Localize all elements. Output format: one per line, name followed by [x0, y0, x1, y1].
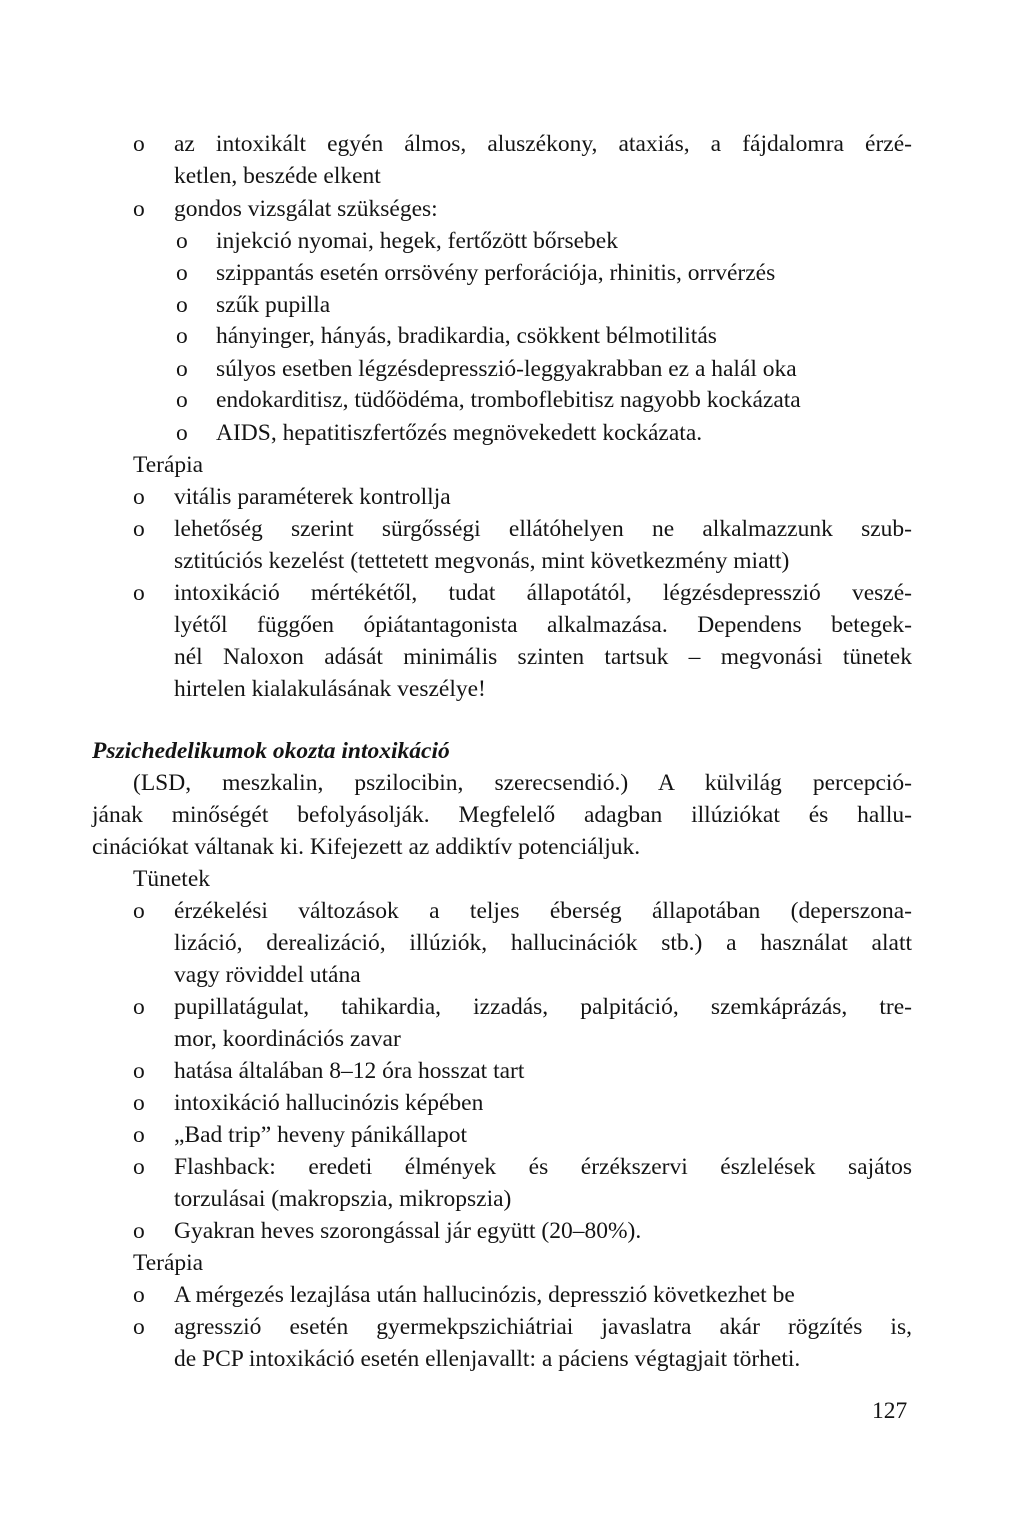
bullet-marker: o	[133, 1154, 145, 1180]
sub-bullet-marker: o	[176, 292, 188, 318]
list-item-text: nél Naloxon adását minimális szinten tartsuk – megvonási tünetek	[174, 644, 912, 670]
list-item-text: pupillatágulat, tahikardia, izzadás, palpitáció, szemkáprázás, tre-	[174, 994, 912, 1020]
bullet-marker: o	[133, 1282, 145, 1308]
bullet-marker: o	[133, 1058, 145, 1084]
section-label-symptoms: Tünetek	[133, 866, 210, 892]
list-item-text: érzékelési változások a teljes éberség állapotában (deperszona-	[174, 898, 912, 924]
bullet-marker: o	[133, 484, 145, 510]
sub-list-item-text: injekció nyomai, hegek, fertőzött bőrsebek	[216, 228, 618, 254]
list-item-text: lehetőség szerint sürgősségi ellátóhelyen ne alkalmazzunk szub-	[174, 516, 912, 542]
sub-list-item-text: AIDS, hepatitiszfertőzés megnövekedett kockázata.	[216, 420, 703, 446]
sub-bullet-marker: o	[176, 260, 188, 286]
page-number: 127	[872, 1398, 908, 1424]
bullet-marker: o	[133, 1090, 145, 1116]
list-item-text: Flashback: eredeti élmények és érzékszervi észlelések sajátos	[174, 1154, 912, 1180]
bullet-marker: o	[133, 196, 145, 222]
sub-list-item-text: szűk pupilla	[216, 292, 331, 318]
list-item-text: gondos vizsgálat szükséges:	[174, 196, 438, 222]
list-item-text: lizáció, derealizáció, illúziók, hallucinációk stb.) a használat alatt	[174, 930, 912, 956]
list-item-text: de PCP intoxikáció esetén ellenjavallt: a páciens végtagjait törheti.	[174, 1346, 801, 1372]
list-item-text: „Bad trip” heveny pánikállapot	[174, 1122, 467, 1148]
list-item-text: mor, koordinációs zavar	[174, 1026, 401, 1052]
list-item-text: agresszió esetén gyermekpszichiátriai javaslatra akár rögzítés is,	[174, 1314, 912, 1340]
list-item-text: hatása általában 8–12 óra hosszat tart	[174, 1058, 525, 1084]
list-item-text: A mérgezés lezajlása után hallucinózis, depresszió következhet be	[174, 1282, 795, 1308]
sub-list-item-text: súlyos esetben légzésdepresszió-leggyakrabban ez a halál oka	[216, 356, 797, 382]
sub-bullet-marker: o	[176, 323, 188, 349]
bullet-marker: o	[133, 580, 145, 606]
bullet-marker: o	[133, 994, 145, 1020]
bullet-marker: o	[133, 1314, 145, 1340]
sub-list-item-text: hányinger, hányás, bradikardia, csökkent bélmotilitás	[216, 323, 717, 349]
list-item-text: vitális paraméterek kontrollja	[174, 484, 451, 510]
list-item-text: az intoxikált egyén álmos, aluszékony, ataxiás, a fájdalomra érzé-	[174, 131, 912, 157]
list-item-text: lyétől függően ópiátantagonista alkalmazása. Dependens betegek-	[174, 612, 912, 638]
sub-bullet-marker: o	[176, 387, 188, 413]
list-item-text: Gyakran heves szorongással jár együtt (20–80%).	[174, 1218, 642, 1244]
list-item-text: hirtelen kialakulásának veszélye!	[174, 676, 486, 702]
bullet-marker: o	[133, 898, 145, 924]
list-item-text: intoxikáció hallucinózis képében	[174, 1090, 484, 1116]
list-item-text: intoxikáció mértékétől, tudat állapotától, légzésdepresszió veszé-	[174, 580, 912, 606]
list-item-text: torzulásai (makropszia, mikropszia)	[174, 1186, 512, 1212]
paragraph-line: cinációkat váltanak ki. Kifejezett az addiktív potenciáljuk.	[92, 834, 641, 860]
sub-bullet-marker: o	[176, 420, 188, 446]
paragraph-line: jának minőségét befolyásolják. Megfelelő adagban illúziókat és hallu-	[92, 802, 912, 828]
sub-bullet-marker: o	[176, 356, 188, 382]
list-item-text: sztitúciós kezelést (tettetett megvonás, mint következmény miatt)	[174, 548, 790, 574]
bullet-marker: o	[133, 131, 145, 157]
section-label-therapy: Terápia	[133, 452, 204, 478]
sub-list-item-text: endokarditisz, tüdőödéma, tromboflebitisz nagyobb kockázata	[216, 387, 801, 413]
sub-bullet-marker: o	[176, 228, 188, 254]
section-heading: Pszichedelikumok okozta intoxikáció	[92, 738, 450, 764]
list-item-text: vagy röviddel utána	[174, 962, 361, 988]
bullet-marker: o	[133, 516, 145, 542]
bullet-marker: o	[133, 1122, 145, 1148]
sub-list-item-text: szippantás esetén orrsövény perforációja, rhinitis, orrvérzés	[216, 260, 776, 286]
section-label-therapy: Terápia	[133, 1250, 204, 1276]
paragraph-line: (LSD, meszkalin, pszilocibin, szerecsendió.) A külvilág percepció-	[133, 770, 912, 796]
list-item-text: ketlen, beszéde elkent	[174, 163, 381, 189]
bullet-marker: o	[133, 1218, 145, 1244]
